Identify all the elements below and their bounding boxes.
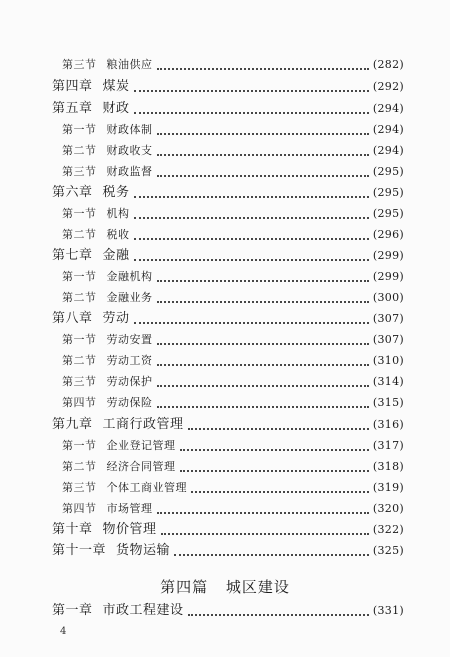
- toc-entry-chapter: [0, 246, 450, 264]
- dot-leader: [134, 195, 369, 198]
- entry-label: 第四节: [62, 502, 97, 515]
- toc-entry-section: [0, 288, 450, 306]
- toc-entry-section: [0, 372, 450, 390]
- toc-entry-section: [0, 141, 450, 159]
- entry-title: 市政工程建设: [102, 603, 184, 618]
- dot-leader: [188, 427, 369, 430]
- page-number: (307): [372, 312, 404, 325]
- page-number: (325): [372, 544, 404, 557]
- entry-label: 第一节: [62, 270, 97, 283]
- entry-label: 第一节: [62, 207, 97, 220]
- dot-leader: [134, 89, 369, 92]
- entry-title: 劳动工资: [106, 354, 153, 367]
- toc-entry-chapter: [0, 183, 450, 201]
- dot-leader: [157, 405, 369, 408]
- entry-label: 第一节: [62, 123, 97, 136]
- toc-entry-section: [0, 436, 450, 454]
- entry-label: 第一章: [52, 603, 93, 618]
- entry-label: 第三节: [62, 375, 97, 388]
- toc-entry-chapter: [0, 99, 450, 117]
- entry-label: 第一节: [62, 439, 97, 452]
- page-number: (317): [372, 439, 404, 452]
- page-number: (296): [372, 228, 404, 241]
- entry-title: 财政: [102, 101, 130, 116]
- entry-title: 税务: [102, 185, 130, 200]
- toc-entry-chapter: [0, 541, 450, 559]
- dot-leader: [134, 237, 369, 240]
- entry-label: 第二节: [62, 144, 97, 157]
- toc-entry-section: [0, 478, 450, 496]
- entry-title: 工商行政管理: [102, 417, 184, 432]
- dot-leader: [180, 448, 369, 451]
- dot-leader: [157, 132, 369, 135]
- dot-leader: [134, 321, 369, 324]
- entry-label: 第十一章: [52, 543, 107, 558]
- entry-label: 第九章: [52, 417, 93, 432]
- page-number: (295): [372, 207, 404, 220]
- entry-label: 第六章: [52, 185, 93, 200]
- toc-entry-chapter: [0, 415, 450, 433]
- entry-title: 劳动保护: [106, 375, 153, 388]
- toc-entry-chapter: [0, 520, 450, 538]
- page-number: (319): [372, 481, 404, 494]
- toc-entry-chapter: [0, 77, 450, 95]
- entry-title: 个体工商业管理: [106, 481, 187, 494]
- page-number: (315): [372, 396, 404, 409]
- dot-leader: [134, 216, 369, 219]
- entry-label: 第三节: [62, 165, 97, 178]
- dot-leader: [157, 300, 369, 303]
- dot-leader: [134, 258, 369, 261]
- page-number: (299): [372, 270, 404, 283]
- page-number: (331): [372, 604, 404, 617]
- toc-entry-section: [0, 162, 450, 180]
- toc-entry-section: [0, 267, 450, 285]
- entry-title: 粮油供应: [106, 58, 153, 71]
- toc-entry-section: [0, 330, 450, 348]
- entry-title: 企业登记管理: [106, 439, 176, 452]
- entry-label: 第五章: [52, 101, 93, 116]
- entry-title: 货物运输: [116, 543, 171, 558]
- page-number: (294): [372, 102, 404, 115]
- entry-label: 第三节: [62, 58, 97, 71]
- page-number: (316): [372, 418, 404, 431]
- part-label: 第四篇: [160, 578, 209, 596]
- dot-leader: [161, 532, 369, 535]
- folio-page-number: 4: [60, 626, 67, 637]
- toc-entry-chapter: [0, 309, 450, 327]
- dot-leader: [191, 490, 369, 493]
- dot-leader: [188, 613, 369, 616]
- part-title: 城区建设: [225, 578, 290, 596]
- page-number: (295): [372, 165, 404, 178]
- entry-title: 财政监督: [106, 165, 153, 178]
- dot-leader: [157, 153, 369, 156]
- entry-label: 第一节: [62, 333, 97, 346]
- dot-leader: [180, 469, 369, 472]
- entry-title: 物价管理: [102, 522, 157, 537]
- dot-leader: [157, 384, 369, 387]
- toc-entry-section: [0, 393, 450, 411]
- page-number: (314): [372, 375, 404, 388]
- dot-leader: [157, 279, 369, 282]
- entry-label: 第十章: [52, 522, 93, 537]
- toc-entry-section: [0, 120, 450, 138]
- entry-title: 金融机构: [106, 270, 153, 283]
- toc-entry-section: [0, 351, 450, 369]
- entry-label: 第二节: [62, 354, 97, 367]
- entry-label: 第四章: [52, 79, 93, 94]
- page-number: (300): [372, 291, 404, 304]
- entry-label: 第八章: [52, 311, 93, 326]
- page-number: (322): [372, 523, 404, 536]
- toc-entry-section: [0, 204, 450, 222]
- page-number: (310): [372, 354, 404, 367]
- entry-title: 机构: [106, 207, 130, 220]
- entry-title: 劳动保险: [106, 396, 153, 409]
- entry-title: 劳动: [102, 311, 130, 326]
- page-number: (295): [372, 186, 404, 199]
- entry-label: 第三节: [62, 481, 97, 494]
- entry-title: 经济合同管理: [106, 460, 176, 473]
- toc-entry-section: [0, 499, 450, 517]
- entry-title: 税收: [106, 228, 130, 241]
- dot-leader: [157, 342, 369, 345]
- dot-leader: [157, 67, 369, 70]
- entry-title: 财政体制: [106, 123, 153, 136]
- toc-entry-chapter: [0, 601, 450, 619]
- dot-leader: [134, 111, 369, 114]
- entry-title: 煤炭: [102, 79, 130, 94]
- entry-label: 第二节: [62, 460, 97, 473]
- page-number: (320): [372, 502, 404, 515]
- page-number: (292): [372, 80, 404, 93]
- toc-entry-section: [0, 457, 450, 475]
- dot-leader: [157, 363, 369, 366]
- page-number: (294): [372, 123, 404, 136]
- entry-title: 市场管理: [106, 502, 153, 515]
- dot-leader: [157, 174, 369, 177]
- entry-label: 第二节: [62, 228, 97, 241]
- dot-leader: [157, 511, 369, 514]
- entry-title: 金融: [102, 248, 130, 263]
- part-heading: [0, 576, 450, 597]
- entry-title: 金融业务: [106, 291, 153, 304]
- page-number: (318): [372, 460, 404, 473]
- page-number: (294): [372, 144, 404, 157]
- entry-label: 第四节: [62, 396, 97, 409]
- page-number: (307): [372, 333, 404, 346]
- toc-entry-section: [0, 55, 450, 73]
- entry-label: 第二节: [62, 291, 97, 304]
- entry-title: 财政收支: [106, 144, 153, 157]
- toc-entry-section: [0, 225, 450, 243]
- page-number: (299): [372, 249, 404, 262]
- entry-label: 第七章: [52, 248, 93, 263]
- page-number: (282): [372, 58, 404, 71]
- entry-title: 劳动安置: [106, 333, 153, 346]
- dot-leader: [174, 553, 369, 556]
